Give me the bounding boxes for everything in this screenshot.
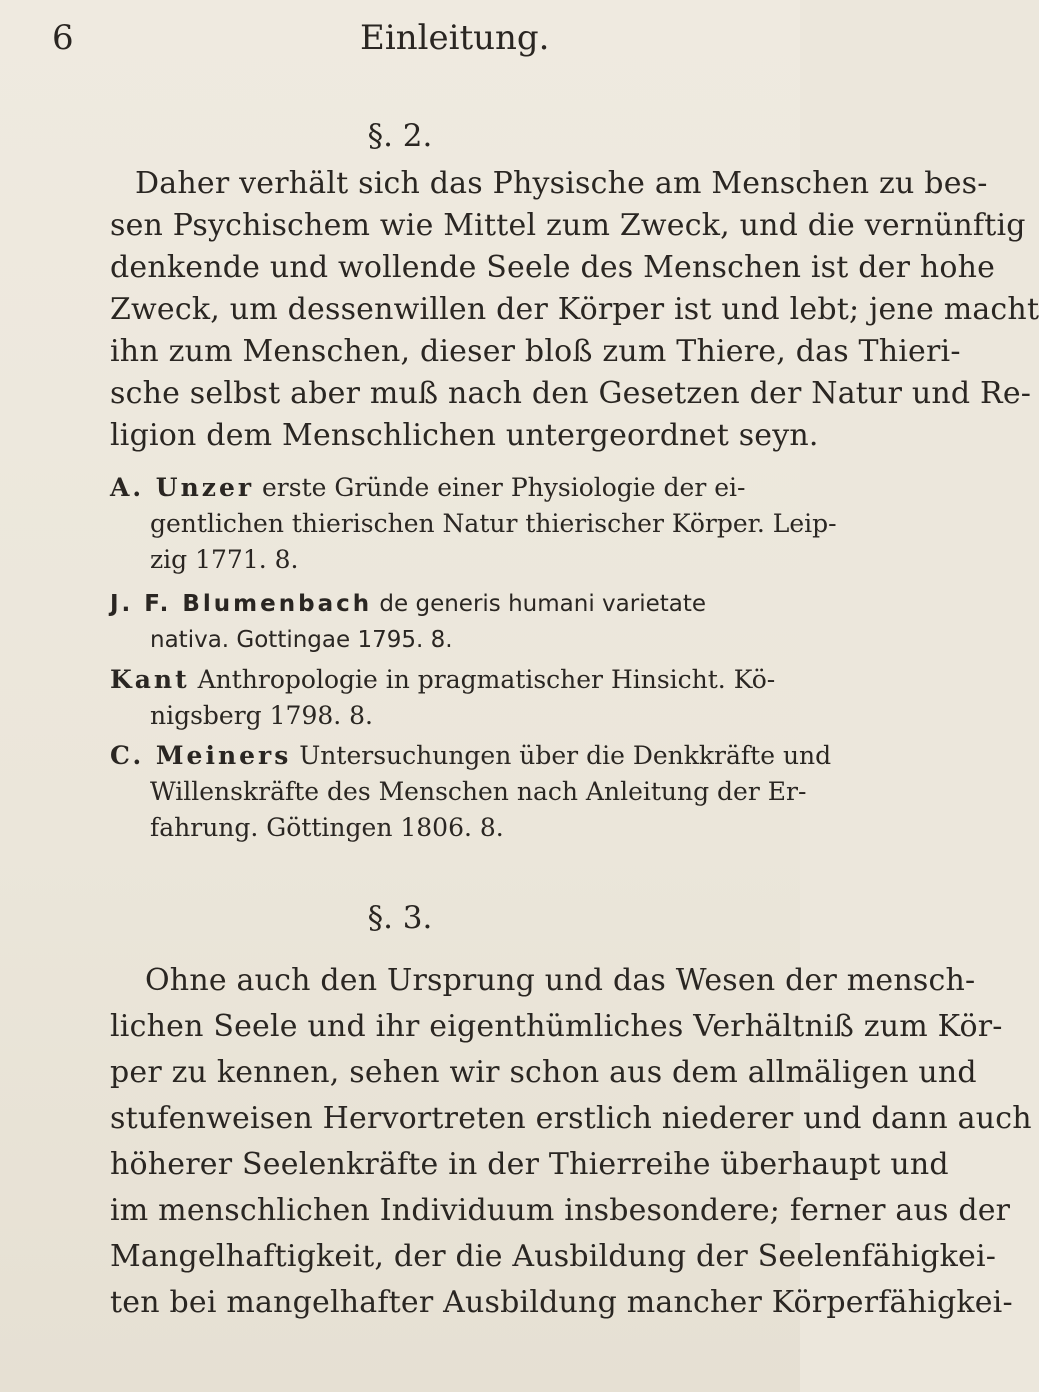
reference-text: gentlichen thierischen Natur thierischer Körper. Leip- bbox=[150, 509, 837, 538]
section-heading-2: §. 2. bbox=[367, 118, 433, 154]
paragraph-line: denkende und wollende Seele des Menschen ist der hohe bbox=[110, 250, 996, 285]
reference-text: nigsberg 1798. 8. bbox=[150, 701, 373, 730]
reference-text: de generis humani varietate bbox=[379, 591, 707, 617]
paragraph-line: höherer Seelenkräfte in der Thierreihe überhaupt und bbox=[110, 1147, 949, 1182]
paragraph-line: Mangelhaftigkeit, der die Ausbildung der Seelenfähigkei- bbox=[110, 1239, 997, 1274]
reference-author: J. F. Blumenbach bbox=[110, 591, 373, 617]
reference-text: fahrung. Göttingen 1806. 8. bbox=[150, 813, 504, 842]
reference-author: A. Unzer bbox=[110, 473, 255, 502]
reference-text: erste Gründe einer Physiologie der ei- bbox=[262, 473, 746, 502]
reference-author: C. Meiners bbox=[110, 741, 292, 770]
paragraph-line: stufenweisen Hervortreten erstlich niederer und dann auch bbox=[110, 1101, 1032, 1136]
paragraph-line: Zweck, um dessenwillen der Körper ist und lebt; jene macht bbox=[110, 292, 1039, 327]
paragraph-line: Daher verhält sich das Physische am Menschen zu bes- bbox=[135, 166, 988, 201]
reference-text: nativa. Gottingae 1795. 8. bbox=[150, 627, 453, 653]
page-number: 6 bbox=[52, 18, 74, 58]
reference-text: Untersuchungen über die Denkkräfte und bbox=[299, 741, 832, 770]
paragraph-line: lichen Seele und ihr eigenthümliches Verhältniß zum Kör- bbox=[110, 1009, 1003, 1044]
reference-text: zig 1771. 8. bbox=[150, 545, 299, 574]
paragraph-line: Ohne auch den Ursprung und das Wesen der mensch- bbox=[145, 963, 976, 998]
running-head: Einleitung. bbox=[360, 18, 550, 58]
reference-author: Kant bbox=[110, 665, 190, 694]
paragraph-line: ligion dem Menschlichen untergeordnet seyn. bbox=[110, 418, 819, 453]
paragraph-line: ihn zum Menschen, dieser bloß zum Thiere, das Thieri- bbox=[110, 334, 961, 369]
reference-text: Willenskräfte des Menschen nach Anleitung der Er- bbox=[150, 777, 807, 806]
paragraph-line: ten bei mangelhafter Ausbildung mancher Körperfähigkei- bbox=[110, 1285, 1013, 1320]
paragraph-line: sen Psychischem wie Mittel zum Zweck, und die vernünftig bbox=[110, 208, 1026, 243]
paragraph-line: im menschlichen Individuum insbesondere; ferner aus der bbox=[110, 1193, 1011, 1228]
section-heading-3: §. 3. bbox=[367, 900, 433, 936]
paragraph-line: per zu kennen, sehen wir schon aus dem allmäligen und bbox=[110, 1055, 977, 1090]
page-header bbox=[52, 18, 740, 58]
paragraph-line: sche selbst aber muß nach den Gesetzen der Natur und Re- bbox=[110, 376, 1032, 411]
reference-text: Anthropologie in pragmatischer Hinsicht. Kö- bbox=[197, 665, 776, 694]
